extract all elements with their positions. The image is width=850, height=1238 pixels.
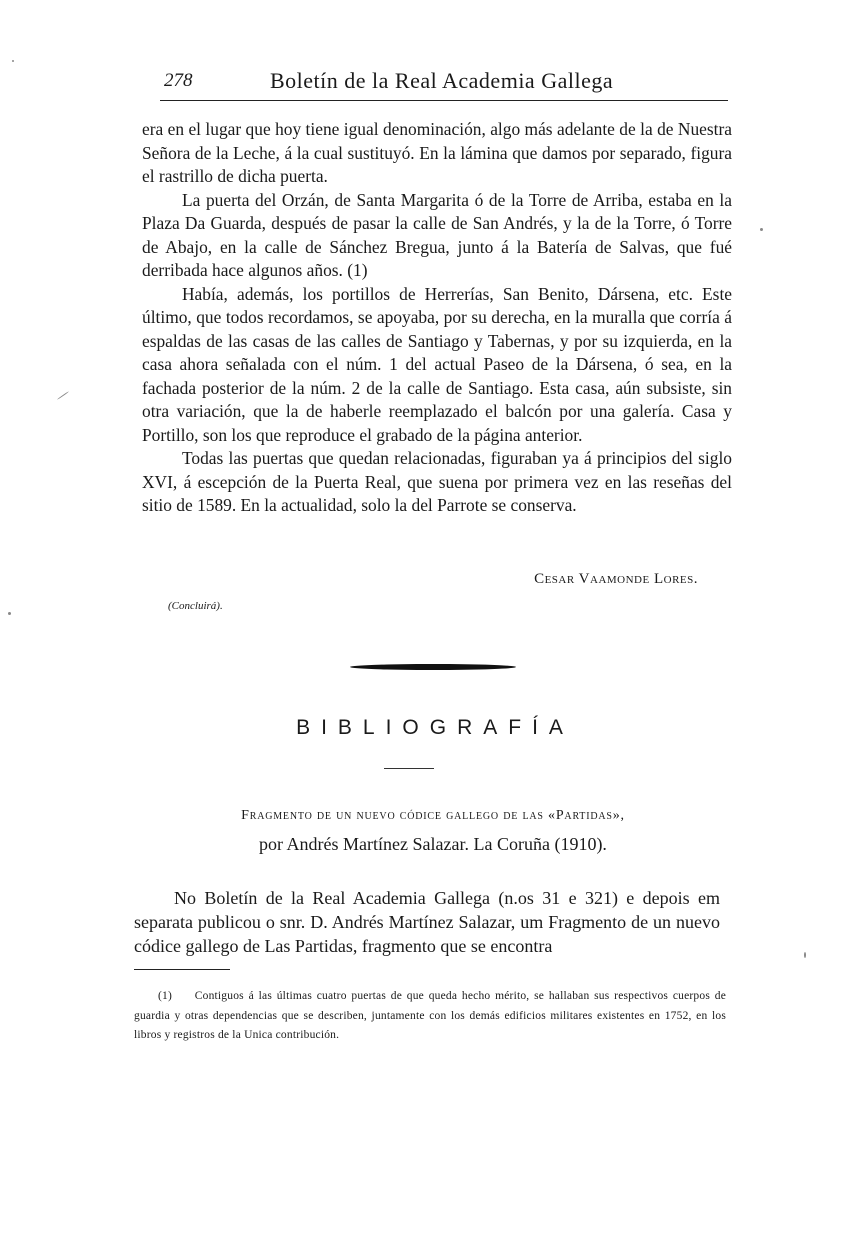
paragraph: No Boletín de la Real Academia Gallega (n.os 31 e 321) e depois em separata publicou o snr. D. Andrés Martínez Salazar, um Fragmento de un nuevo códice gallego de Las Partidas, fragmento que se encontra (134, 888, 720, 956)
footnote-marker: (1) (158, 990, 173, 1002)
review-byline: por Andrés Martínez Salazar. La Coruña (1910). (259, 834, 607, 854)
article-text (142, 118, 732, 518)
heading-rule (384, 768, 434, 769)
author-signature: Cesar Vaamonde Lores. (534, 571, 698, 587)
section-divider-ornament (350, 664, 516, 670)
paragraph: La puerta del Orzán, de Santa Margarita ó de la Torre de Arriba, estaba en la Plaza Da Guarda, después de pasar la calle de San Andrés, y la de la Torre, ó Torre de Abajo, en la calle de Sánchez Bregua, junto á la Batería de Salvas, que fué derribada hace algunos años. (1) (142, 189, 732, 280)
footnote-text: Contiguos á las últimas cuatro puertas de que queda hecho mérito, se hallaban sus respectivos cuerpos de guardia y otras dependencias que se describen, juntamente con los demás edificios militares existentes en 1752, en los libros y registros de la Unica contribución. (134, 990, 727, 1041)
paragraph: Todas las puertas que quedan relacionadas, figuraban ya á principios del siglo XVI, á escepción de la Puerta Real, que suena por primera vez en las reseñas del sitio de 1589. En la actualidad, solo la del Parrote se conserva. (142, 448, 732, 515)
paragraph: era en el lugar que hoy tiene igual denominación, algo más adelante de la de Nuestra Señora de la Leche, á la cual sustituyó. En la lámina que damos por separado, figura el rastrillo de dicha puerta. (142, 119, 732, 186)
review-title: Fragmento de un nuevo códice gallego de las «Partidas», (241, 808, 625, 823)
paragraph: Había, además, los portillos de Herrerías, San Benito, Dársena, etc. Este último, que todos recordamos, se apoyaba, por su derecha, en la muralla que corría á espaldas de las casas de las calles de Santiago y Tabernas, y por su izquierda, en la casa ahora señalada con el núm. 1 del actual Paseo de la Dársena, ó sea, en la fachada posterior de la núm. 2 de la calle de Santiago. Esta casa, aún subsiste, sin otra variación, que la de haberle reemplazado el balcón por una galería. Casa y Portillo, son los que reproduce el grabado de la página anterior. (142, 283, 732, 445)
scan-speck (760, 228, 763, 231)
scan-speck (804, 952, 806, 958)
scan-speck (12, 60, 14, 62)
footnote (134, 987, 726, 1046)
footnote-rule (134, 969, 230, 970)
concluded-note: (Concluirá). (168, 600, 223, 612)
section-heading: BIBLIOGRAFÍA (296, 716, 574, 739)
scan-speck (8, 612, 11, 615)
page-header (160, 64, 728, 101)
scan-mark (57, 391, 69, 400)
review-text (134, 886, 720, 958)
running-title: Boletín de la Real Academia Gallega (270, 68, 614, 93)
page-number: 278 (164, 70, 193, 91)
